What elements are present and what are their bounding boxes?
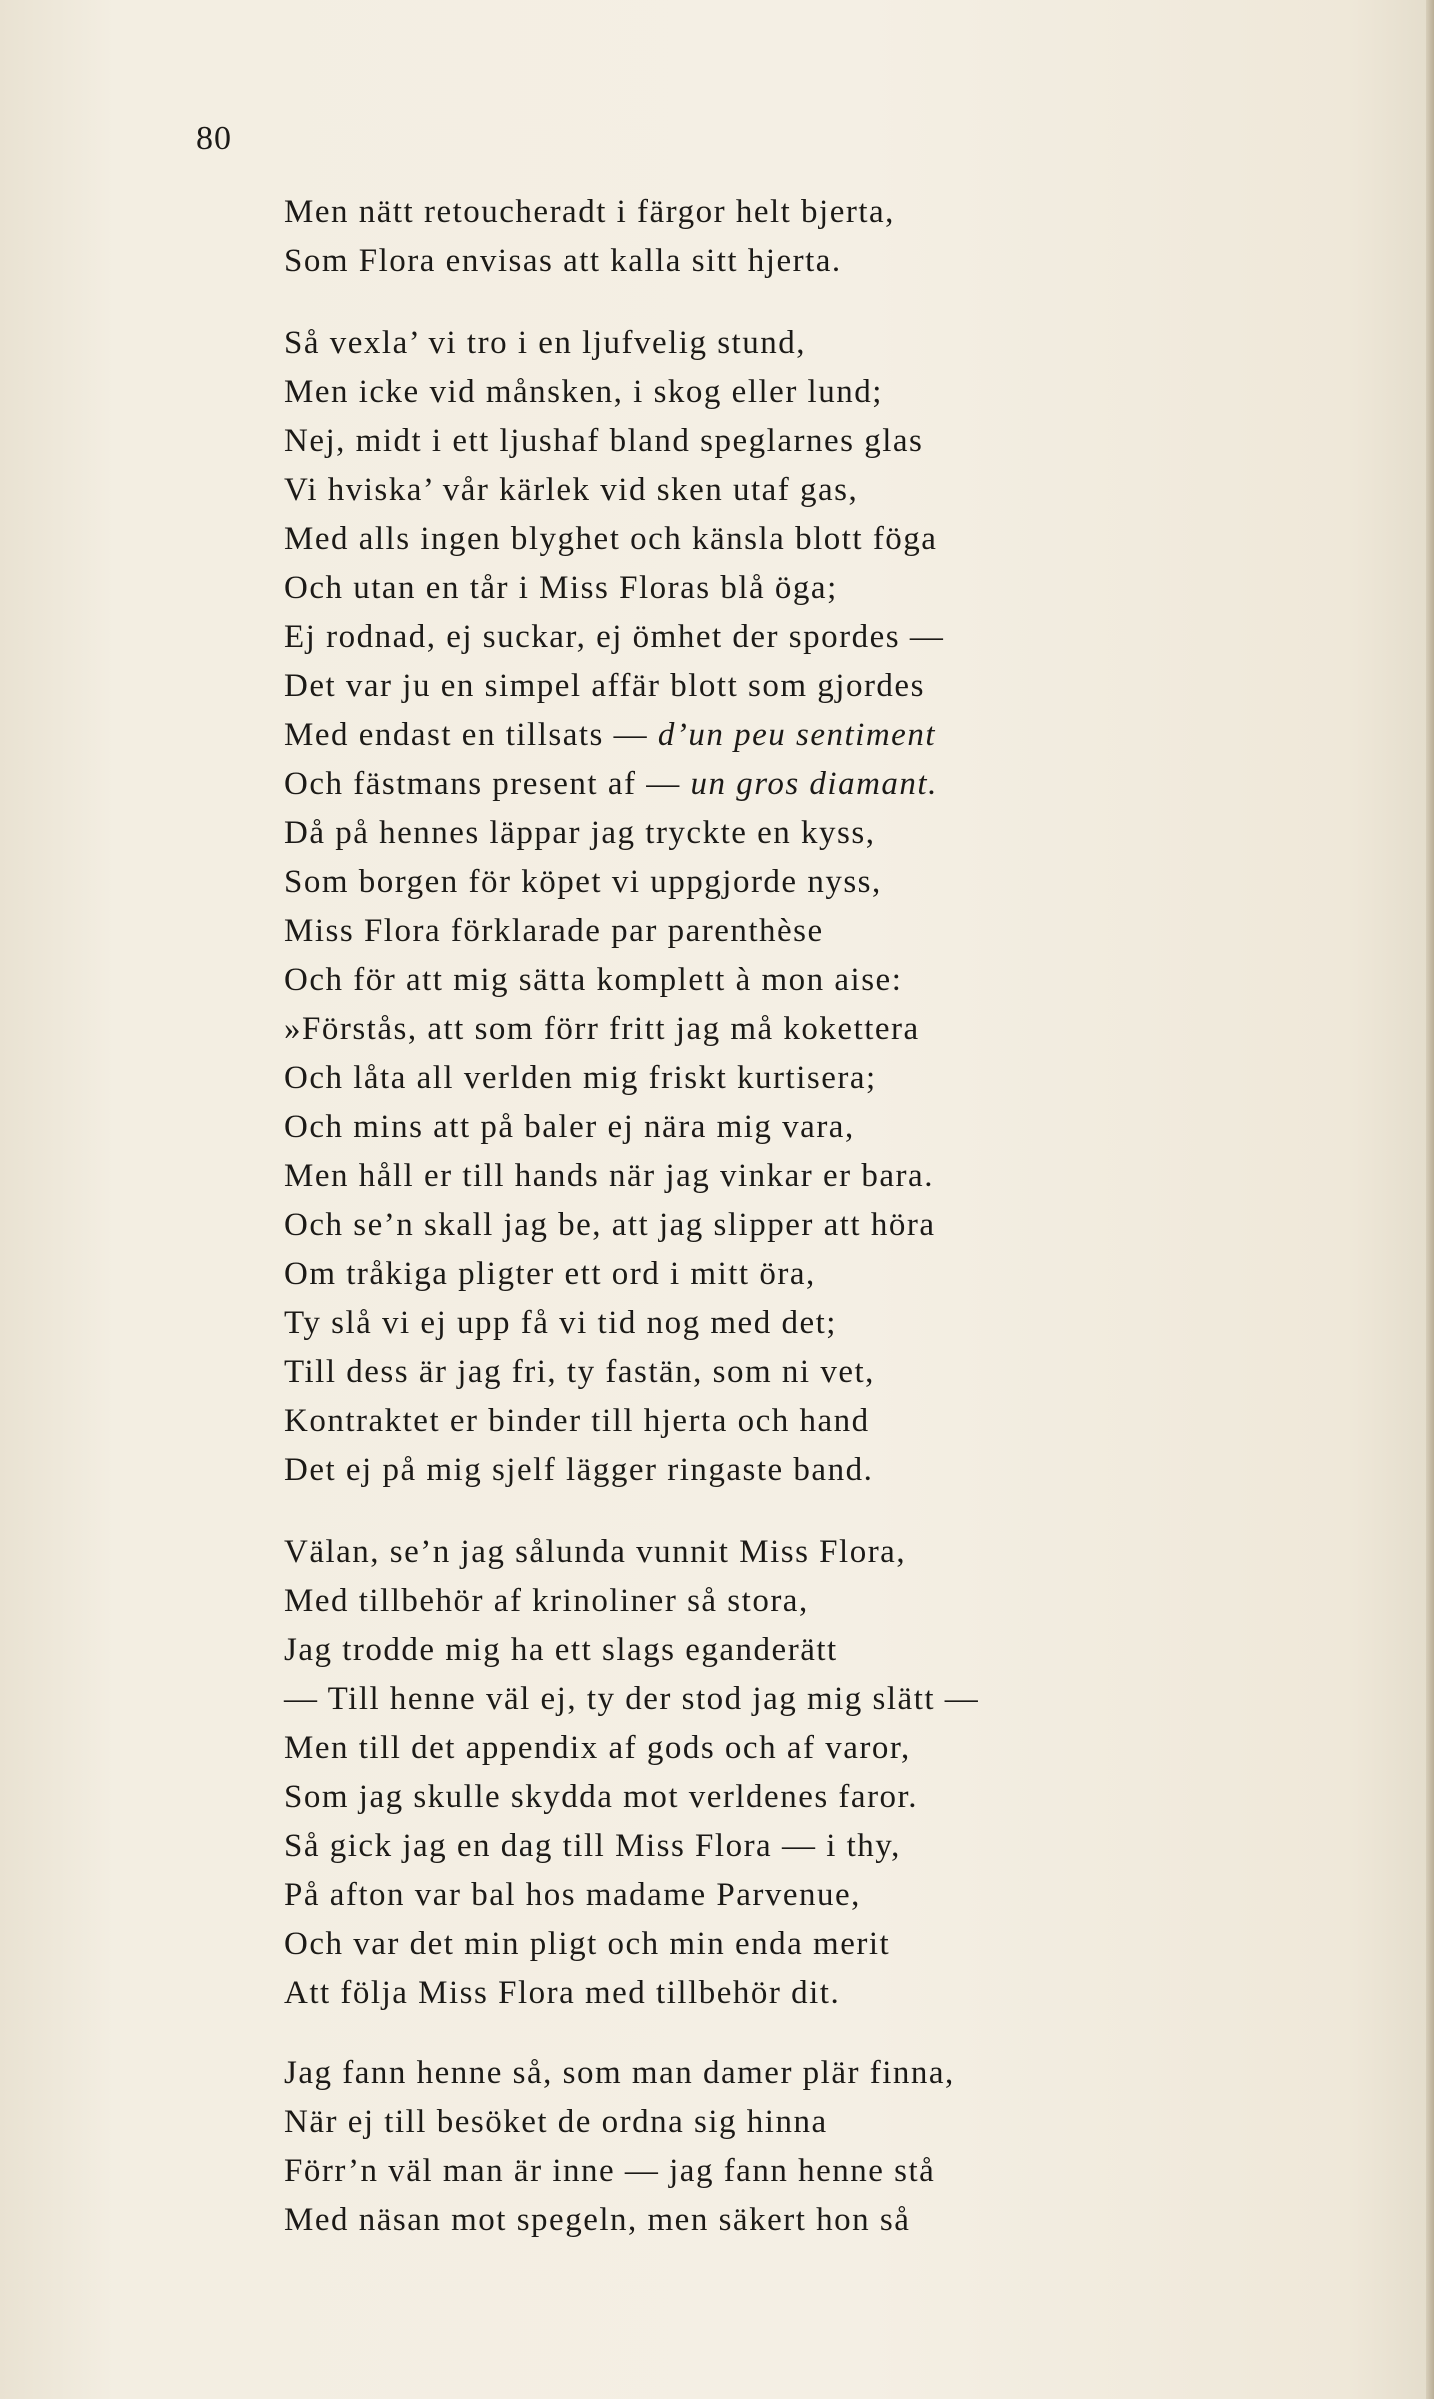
verse-line: Som Flora envisas att kalla sitt hjerta.	[284, 243, 842, 279]
verse-line: Jag fann henne så, som man damer plär finna,	[284, 2055, 955, 2091]
verse-line: Och mins att på baler ej nära mig vara,	[284, 1109, 855, 1145]
verse-line: Förr’n väl man är inne — jag fann henne stå	[284, 2153, 936, 2189]
french-phrase: un gros diamant.	[690, 766, 938, 802]
verse-line: Om tråkiga pligter ett ord i mitt öra,	[284, 1256, 816, 1292]
verse-line: Till dess är jag fri, ty fastän, som ni vet,	[284, 1354, 875, 1390]
verse-line: Men till det appendix af gods och af varor,	[284, 1730, 911, 1766]
page-number: 80	[196, 120, 232, 157]
stanza-1	[284, 188, 1414, 286]
verse-line: Men nätt retoucheradt i färgor helt bjerta,	[284, 194, 895, 230]
verse-line: Och för att mig sätta komplett à mon aise:	[284, 962, 903, 998]
verse-line: Nej, midt i ett ljushaf bland speglarnes glas	[284, 423, 924, 459]
verse-line	[284, 760, 1414, 809]
verse-text: Med endast en tillsats —	[284, 717, 658, 753]
verse-line: Det var ju en simpel affär blott som gjordes	[284, 668, 925, 704]
verse-line: Miss Flora förklarade par parenthèse	[284, 913, 824, 949]
verse-line: Med alls ingen blyghet och känsla blott föga	[284, 521, 938, 557]
verse-line: »Förstås, att som förr fritt jag må kokettera	[284, 1011, 920, 1047]
verse-line: Som borgen för köpet vi uppgjorde nyss,	[284, 864, 882, 900]
verse-line: När ej till besöket de ordna sig hinna	[284, 2104, 828, 2140]
verse-line: Med näsan mot spegeln, men säkert hon så	[284, 2202, 911, 2238]
stanza-3	[284, 1528, 1414, 2018]
verse-line: Men håll er till hands när jag vinkar er bara.	[284, 1158, 934, 1194]
stanza-2	[284, 319, 1414, 1495]
verse-line: På afton var bal hos madame Parvenue,	[284, 1877, 861, 1913]
stanza-gap	[284, 1495, 1414, 1528]
verse-line: Men icke vid månsken, i skog eller lund;	[284, 374, 883, 410]
verse-line: Så vexla’ vi tro i en ljufvelig stund,	[284, 325, 806, 361]
verse-line: Så gick jag en dag till Miss Flora — i thy,	[284, 1828, 901, 1864]
verse-line: Med tillbehör af krinoliner så stora,	[284, 1583, 809, 1619]
verse-line: Ty slå vi ej upp få vi tid nog med det;	[284, 1305, 837, 1341]
stanza-gap	[284, 286, 1414, 319]
verse-line: Och låta all verlden mig friskt kurtisera;	[284, 1060, 877, 1096]
verse-line: Välan, se’n jag sålunda vunnit Miss Flora,	[284, 1534, 907, 1570]
verse-line	[284, 711, 1414, 760]
verse-line: — Till henne väl ej, ty der stod jag mig slätt —	[284, 1681, 980, 1717]
verse-line: Det ej på mig sjelf lägger ringaste band.	[284, 1452, 874, 1488]
verse-line: Vi hviska’ vår kärlek vid sken utaf gas,	[284, 472, 859, 508]
verse-line: Och utan en tår i Miss Floras blå öga;	[284, 570, 838, 606]
verse-line: Då på hennes läppar jag tryckte en kyss,	[284, 815, 876, 851]
verse-line: Att följa Miss Flora med tillbehör dit.	[284, 1975, 841, 2011]
verse-line: Och var det min pligt och min enda merit	[284, 1926, 891, 1962]
verse-text: Och fästmans present af —	[284, 766, 691, 802]
stanza-4	[284, 2049, 1414, 2245]
verse-line: Kontraktet er binder till hjerta och hand	[284, 1403, 870, 1439]
french-phrase: d’un peu sentiment	[657, 717, 936, 753]
poem-text	[284, 188, 1414, 2245]
stanza-gap	[284, 2018, 1414, 2049]
verse-line: Som jag skulle skydda mot verldenes faror.	[284, 1779, 918, 1815]
verse-line: Ej rodnad, ej suckar, ej ömhet der spordes —	[284, 619, 945, 655]
page-edge	[1426, 0, 1434, 2399]
verse-line: Och se’n skall jag be, att jag slipper att höra	[284, 1207, 936, 1243]
verse-line: Jag trodde mig ha ett slags eganderätt	[284, 1632, 838, 1668]
